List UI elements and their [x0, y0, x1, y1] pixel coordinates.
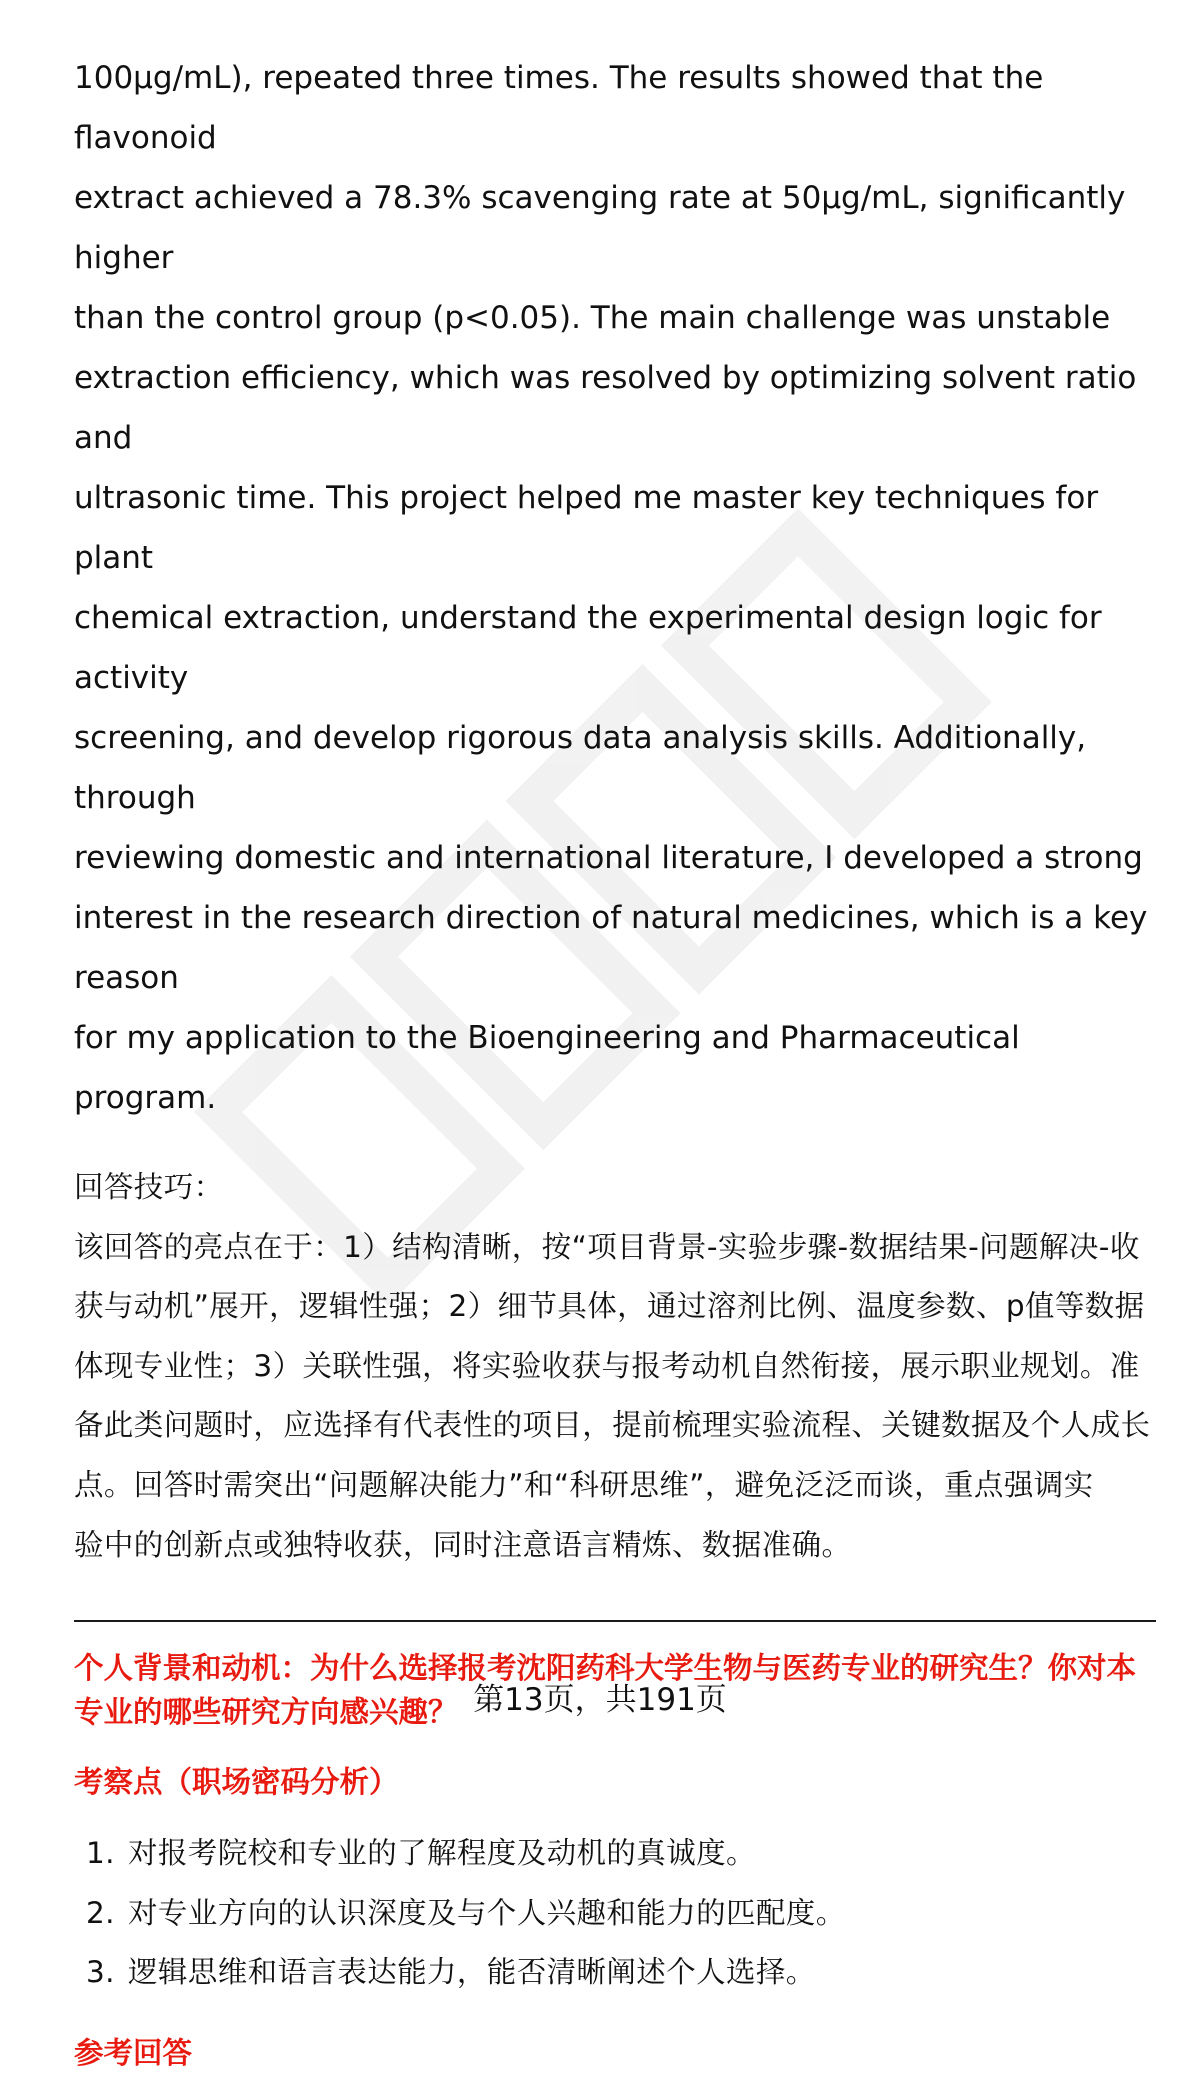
paragraph-line: interest in the research direction of natural medicines, which is a key reason: [74, 900, 1148, 996]
answer-paragraph: [74, 48, 1156, 1128]
list-item: [74, 1943, 1156, 2003]
tips-line: 备此类问题时，应选择有代表性的项目，提前梳理实验流程、关键数据及个人成长: [74, 1408, 1151, 1443]
answer-heading: 参考回答: [74, 2035, 193, 2070]
paragraph-line: extract achieved a 78.3% scavenging rate at 50μg/mL, significantly higher: [74, 180, 1126, 276]
tips-line: 点。回答时需突出“问题解决能力”和“科研思维”，避免泛泛而谈，重点强调实: [74, 1467, 1094, 1502]
section-divider: [74, 1620, 1156, 1622]
list-item: [74, 1884, 1156, 1944]
list-number: 3.: [86, 1955, 115, 1990]
page-content: [74, 48, 1156, 2073]
list-number: 1.: [86, 1836, 115, 1871]
paragraph-line: 100μg/mL), repeated three times. The results showed that the flavonoid: [74, 60, 1044, 156]
page-number: 第13页，共191页: [473, 1682, 727, 1718]
tips-line: 获与动机”展开，逻辑性强；2）细节具体，通过溶剂比例、温度参数、p值等数据: [74, 1289, 1145, 1324]
paragraph-line: reviewing domestic and international literature, I developed a strong: [74, 840, 1143, 876]
tips-label: 回答技巧：: [74, 1170, 224, 1204]
tips-line: 体现专业性；3）关联性强，将实验收获与报考动机自然衔接，展示职业规划。准: [74, 1348, 1140, 1383]
question-title-line: 专业的哪些研究方向感兴趣？: [74, 1695, 458, 1730]
list-item: [74, 1824, 1156, 1884]
focus-list: [74, 1824, 1156, 2003]
tips-paragraph: [74, 1218, 1156, 1576]
question-title-line: 个人背景和动机：为什么选择报考沈阳药科大学生物与医药专业的研究生？你对本: [74, 1651, 1137, 1686]
paragraph-line: for my application to the Bioengineering and Pharmaceutical program.: [74, 1020, 1020, 1116]
paragraph-line: than the control group (p<0.05). The main challenge was unstable: [74, 300, 1111, 336]
focus-heading: 考察点（职场密码分析）: [74, 1765, 399, 1800]
tips-line: 该回答的亮点在于：1）结构清晰，按“项目背景-实验步骤-数据结果-问题解决-收: [74, 1229, 1140, 1264]
paragraph-line: ultrasonic time. This project helped me master key techniques for plant: [74, 480, 1099, 576]
list-text: 对报考院校和专业的了解程度及动机的真诚度。: [128, 1836, 756, 1871]
paragraph-line: extraction efficiency, which was resolved by optimizing solvent ratio and: [74, 360, 1137, 456]
list-text: 对专业方向的认识深度及与个人兴趣和能力的匹配度。: [128, 1895, 846, 1930]
paragraph-line: screening, and develop rigorous data analysis skills. Additionally, through: [74, 720, 1087, 816]
tips-line: 验中的创新点或独特收获，同时注意语言精炼、数据准确。: [74, 1527, 852, 1562]
list-number: 2.: [86, 1895, 115, 1930]
list-text: 逻辑思维和语言表达能力，能否清晰阐述个人选择。: [128, 1955, 816, 1990]
paragraph-line: chemical extraction, understand the experimental design logic for activity: [74, 600, 1102, 696]
